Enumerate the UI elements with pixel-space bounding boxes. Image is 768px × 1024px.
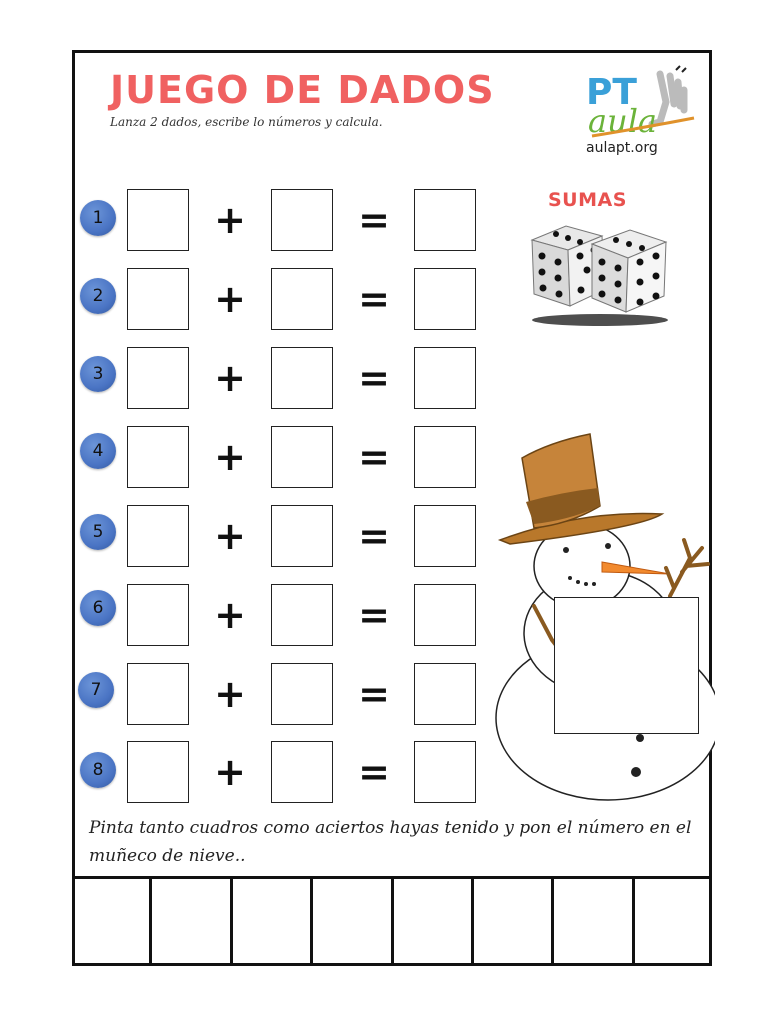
second-die-box[interactable] [271, 505, 333, 567]
result-box[interactable] [414, 426, 476, 488]
first-die-box[interactable] [127, 663, 189, 725]
first-die-box[interactable] [127, 347, 189, 409]
equals-sign: = [358, 672, 390, 716]
result-box[interactable] [414, 741, 476, 803]
first-die-box[interactable] [127, 584, 189, 646]
row-number-badge: 5 [80, 514, 116, 550]
result-box[interactable] [414, 505, 476, 567]
equals-sign: = [358, 356, 390, 400]
equation-row [0, 584, 768, 648]
score-cell[interactable] [635, 879, 712, 966]
first-die-box[interactable] [127, 189, 189, 251]
row-number-badge: 4 [80, 433, 116, 469]
row-number-badge: 3 [80, 356, 116, 392]
plus-sign: + [214, 356, 246, 400]
result-box[interactable] [414, 268, 476, 330]
first-die-box[interactable] [127, 426, 189, 488]
result-box[interactable] [414, 347, 476, 409]
instruction-text: Pinta tanto cuadros como aciertos hayas tenido y pon el número en el muñeco de nieve.. [89, 818, 692, 866]
score-cell[interactable] [233, 879, 313, 966]
second-die-box[interactable] [271, 584, 333, 646]
equation-row [0, 189, 768, 253]
plus-sign: + [214, 514, 246, 558]
plus-sign: + [214, 277, 246, 321]
plus-sign: + [214, 750, 246, 794]
equation-row [0, 663, 768, 727]
second-die-box[interactable] [271, 268, 333, 330]
second-die-box[interactable] [271, 426, 333, 488]
equation-row [0, 426, 768, 490]
second-die-box[interactable] [271, 189, 333, 251]
page-subtitle: Lanza 2 dados, escribe lo números y calcula. [110, 115, 383, 129]
equals-sign: = [358, 514, 390, 558]
score-cell[interactable] [474, 879, 554, 966]
score-cell[interactable] [554, 879, 634, 966]
second-die-box[interactable] [271, 741, 333, 803]
second-die-box[interactable] [271, 347, 333, 409]
equation-row [0, 347, 768, 411]
equals-sign: = [358, 750, 390, 794]
score-cell[interactable] [72, 879, 152, 966]
score-cell[interactable] [313, 879, 393, 966]
result-box[interactable] [414, 584, 476, 646]
equals-sign: = [358, 593, 390, 637]
equals-sign: = [358, 277, 390, 321]
result-box[interactable] [414, 189, 476, 251]
first-die-box[interactable] [127, 741, 189, 803]
plus-sign: + [214, 672, 246, 716]
row-number-badge: 6 [80, 590, 116, 626]
logo-pt-text: PT [586, 72, 637, 113]
score-cell[interactable] [394, 879, 474, 966]
row-number-badge: 8 [80, 752, 116, 788]
score-cell[interactable] [152, 879, 232, 966]
equals-sign: = [358, 435, 390, 479]
plus-sign: + [214, 198, 246, 242]
equation-row [0, 741, 768, 805]
logo-aula-text: aula [588, 102, 657, 140]
page-title: JUEGO DE DADOS [110, 68, 495, 112]
second-die-box[interactable] [271, 663, 333, 725]
row-number-badge: 7 [78, 672, 114, 708]
score-strip [72, 876, 712, 966]
row-number-badge: 1 [80, 200, 116, 236]
plus-sign: + [214, 593, 246, 637]
result-box[interactable] [414, 663, 476, 725]
plus-sign: + [214, 435, 246, 479]
row-number-badge: 2 [80, 278, 116, 314]
equation-row [0, 268, 768, 332]
equation-row [0, 505, 768, 569]
equals-sign: = [358, 198, 390, 242]
first-die-box[interactable] [127, 268, 189, 330]
logo-url: aulapt.org [586, 140, 658, 156]
first-die-box[interactable] [127, 505, 189, 567]
sumas-label: SUMAS [548, 189, 627, 211]
